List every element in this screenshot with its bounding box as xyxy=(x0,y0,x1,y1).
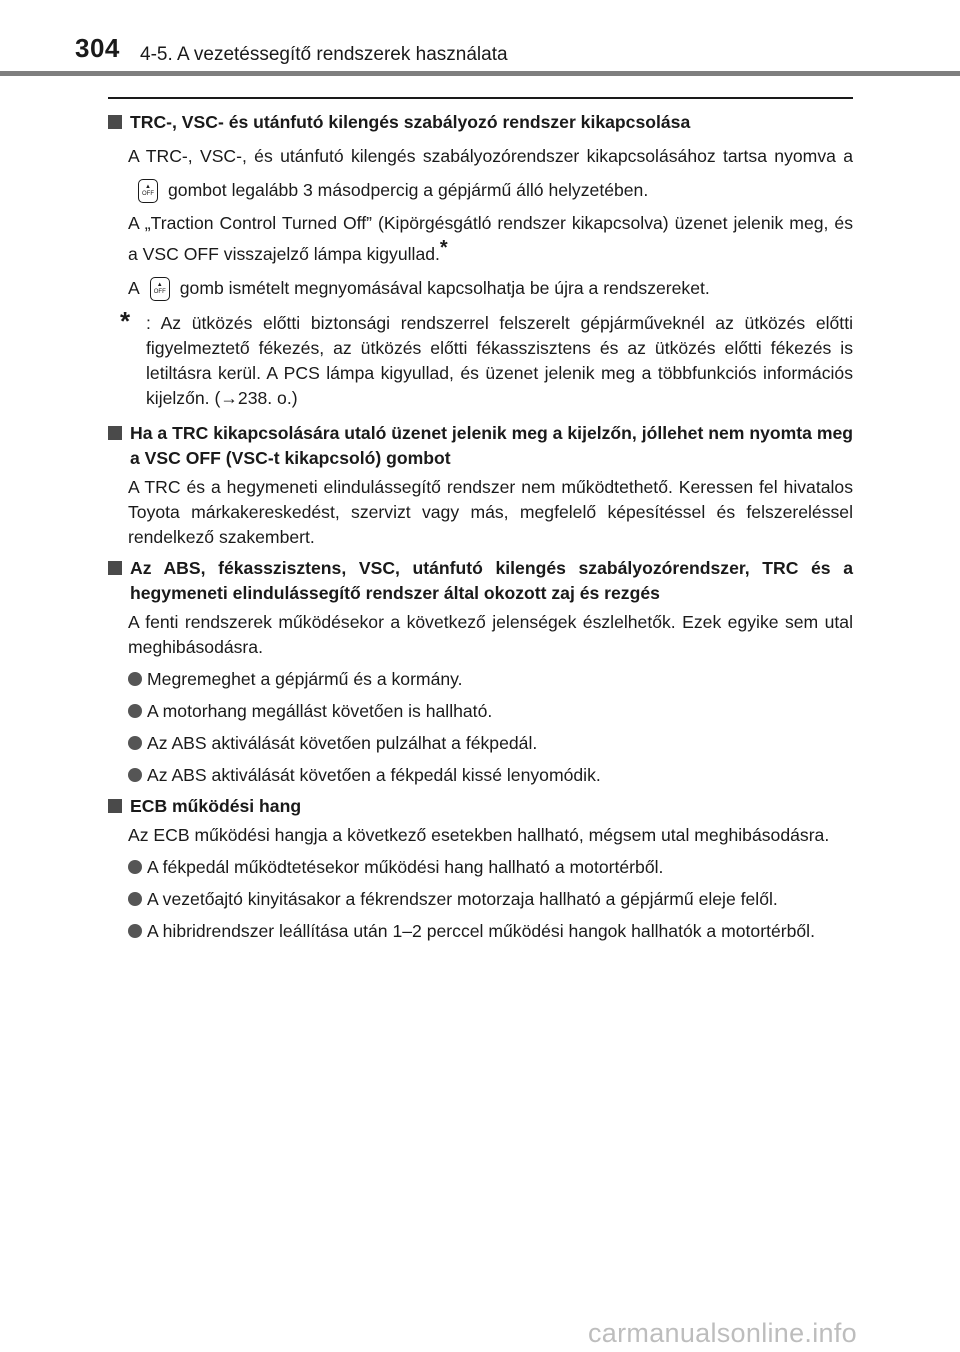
paragraph-text: A TRC és a hegymeneti elindulássegítő rendszer nem működtethető. Keressen fel hivatalos Toyota márkakereskedést, szervizt vagy más, megfelelő képesítéssel és felszereléssel rendelkező szakembert. xyxy=(128,477,853,547)
footnote-text: : Az ütközés előtti biztonsági rendszerrel felszerelt gépjárműveknél az ütközés előtti figyelmeztető fékezés, az ütközés előtti fékasszisztens és az ütközés előtti fékezés is letiltásra kerül. A PCS lámpa kigyullad, és üzenet jelenik meg a többfunkciós információs kijelzőn. (→238. o.) xyxy=(146,313,853,408)
bullet-dot-icon xyxy=(128,892,142,906)
square-marker-icon xyxy=(108,561,122,575)
footnote-star: * xyxy=(120,306,131,336)
paragraph-text: A xyxy=(128,278,140,298)
paragraph xyxy=(128,823,853,848)
heading-text: ECB működési hang xyxy=(130,796,302,816)
page-header xyxy=(0,0,960,80)
list-item-text: A hibridrendszer leállítása után 1–2 perccel működési hangok hallhatók a motortérből. xyxy=(147,921,815,941)
list-item-text: A fékpedál működtetésekor működési hang hallható a motortérből. xyxy=(147,857,664,877)
square-marker-icon xyxy=(108,799,122,813)
list-item-text: Az ABS aktiválását követően pulzálhat a fékpedál. xyxy=(147,733,538,753)
list-item xyxy=(128,699,853,724)
paragraph-text: gomb ismételt megnyomásával kapcsolhatja be újra a rendszereket. xyxy=(179,278,710,298)
bullet-dot-icon xyxy=(128,704,142,718)
paragraph-text: Az ECB működési hangja a következő esetekben hallható, mégsem utal meghibásodásra. xyxy=(128,825,830,845)
paragraph-text: A TRC-, VSC-, és utánfutó kilengés szabályozórendszer kikapcsolásához tartsa nyomva a xyxy=(128,146,853,166)
list-item-text: A motorhang megállást követően is hallható. xyxy=(147,701,493,721)
paragraph-text: A fenti rendszerek működésekor a következő jelenségek észlelhetők. Ezek egyike sem utal meghibásodásra. xyxy=(128,612,853,657)
bullet-dot-icon xyxy=(128,924,142,938)
list-item xyxy=(128,855,853,880)
list-item xyxy=(128,919,853,944)
paragraph xyxy=(128,610,853,660)
section-heading xyxy=(108,110,853,135)
footnote-mark: * xyxy=(439,237,448,259)
square-marker-icon xyxy=(108,115,122,129)
heading-text: TRC-, VSC- és utánfutó kilengés szabályozó rendszer kikapcsolása xyxy=(130,112,691,132)
bullet-dot-icon xyxy=(128,672,142,686)
list-item xyxy=(128,763,853,788)
list-item xyxy=(128,887,853,912)
page-content xyxy=(108,104,853,944)
footnote xyxy=(120,306,853,411)
paragraph xyxy=(128,475,853,550)
section-divider xyxy=(108,97,853,99)
list-item-text: Az ABS aktiválását követően a fékpedál kissé lenyomódik. xyxy=(147,765,601,785)
list-item-text: A vezetőajtó kinyitásakor a fékrendszer motorzaja hallható a gépjármű eleje felől. xyxy=(147,889,778,909)
section-heading xyxy=(108,421,853,471)
bullet-dot-icon xyxy=(128,860,142,874)
watermark: carmanualsonline.info xyxy=(588,1318,857,1348)
vsc-off-button-icon: ▲ OFF xyxy=(150,277,170,301)
list-item xyxy=(128,731,853,756)
chapter-title: 4-5. A vezetéssegítő rendszerek használata xyxy=(140,44,508,65)
page-number: 304 xyxy=(75,33,120,63)
list-item xyxy=(128,667,853,692)
heading-text: Az ABS, fékasszisztens, VSC, utánfutó kilengés szabályozórendszer, TRC és a hegymeneti elindulássegítő rendszer által okozott zaj és rezgés xyxy=(130,558,853,603)
vsc-off-button-icon: ▲ OFF xyxy=(138,179,158,203)
paragraph xyxy=(128,139,853,207)
header-divider xyxy=(0,71,960,76)
list-item-text: Megremeghet a gépjármű és a kormány. xyxy=(147,669,463,689)
paragraph-text: gombot legalább 3 másodpercig a gépjármű álló helyzetében. xyxy=(168,180,649,200)
paragraph xyxy=(128,211,853,267)
bullet-dot-icon xyxy=(128,768,142,782)
square-marker-icon xyxy=(108,426,122,440)
paragraph-text: A „Traction Control Turned Off” (Kipörgésgátló rendszer kikapcsolva) üzenet jelenik meg, és a VSC OFF visszajelző lámpa kigyullad. xyxy=(128,213,853,264)
section-heading xyxy=(108,556,853,606)
paragraph xyxy=(128,271,853,305)
section-heading xyxy=(108,794,853,819)
bullet-dot-icon xyxy=(128,736,142,750)
heading-text: Ha a TRC kikapcsolására utaló üzenet jelenik meg a kijelzőn, jóllehet nem nyomta meg a VSC OFF (VSC-t kikapcsoló) gombot xyxy=(130,423,853,468)
